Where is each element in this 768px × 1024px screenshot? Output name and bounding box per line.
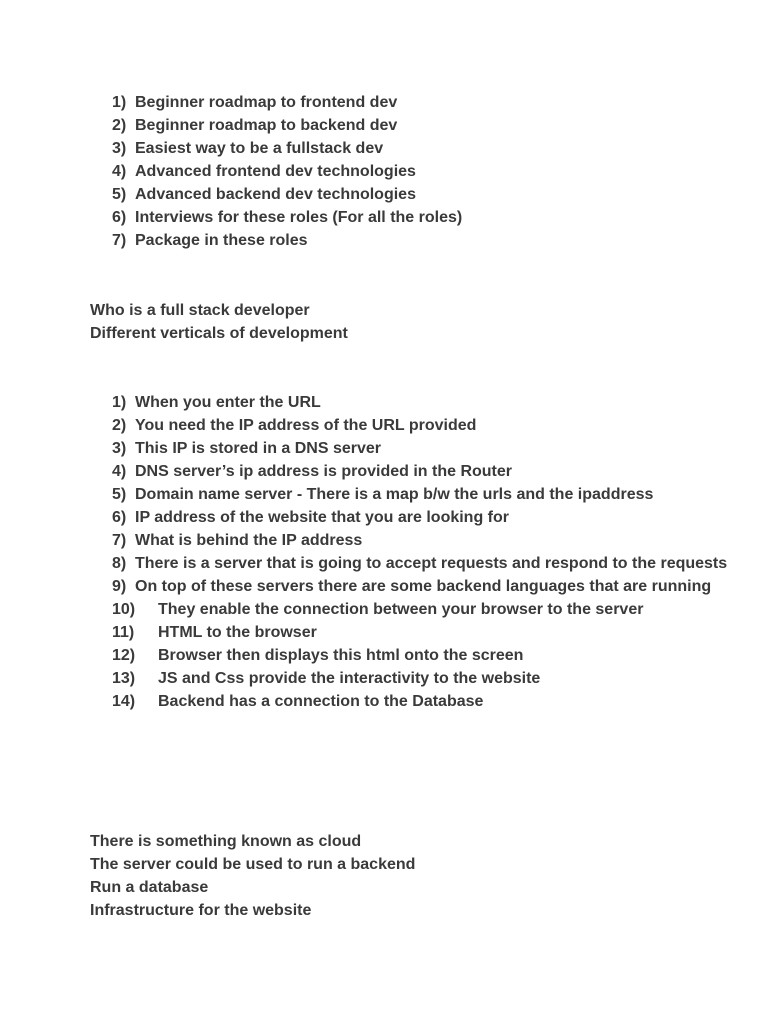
list-item bbox=[90, 575, 735, 598]
list-item bbox=[90, 529, 735, 552]
list-item bbox=[90, 91, 735, 114]
cloud-paragraph bbox=[90, 830, 710, 922]
list-number: 5) bbox=[112, 486, 127, 503]
list-item-text: Browser then displays this html onto the screen bbox=[158, 647, 524, 664]
list-item bbox=[90, 598, 758, 621]
list-number: 4) bbox=[112, 463, 127, 480]
list-number: 2) bbox=[112, 417, 127, 434]
list-item bbox=[90, 690, 758, 713]
list-number: 1) bbox=[112, 94, 127, 111]
list-item-text: Beginner roadmap to backend dev bbox=[135, 117, 398, 134]
list-item bbox=[90, 114, 735, 137]
list-number: 9) bbox=[112, 578, 127, 595]
list-item-text: HTML to the browser bbox=[158, 624, 317, 641]
paragraph-line: The server could be used to run a backend bbox=[90, 856, 416, 873]
list-item bbox=[90, 391, 735, 414]
list-item-text: Advanced frontend dev technologies bbox=[135, 163, 416, 180]
list-item bbox=[90, 137, 735, 160]
list-number: 4) bbox=[112, 163, 127, 180]
paragraph-line: Who is a full stack developer bbox=[90, 302, 310, 319]
list-item-text: JS and Css provide the interactivity to the website bbox=[158, 670, 541, 687]
paragraph-line: There is something known as cloud bbox=[90, 833, 362, 850]
url-flow-list bbox=[90, 391, 758, 713]
list-item bbox=[90, 437, 735, 460]
list-number: 6) bbox=[112, 209, 127, 226]
list-number: 6) bbox=[112, 509, 127, 526]
list-number: 10) bbox=[112, 601, 136, 618]
list-item bbox=[90, 160, 735, 183]
list-item bbox=[90, 552, 735, 575]
list-item bbox=[90, 183, 735, 206]
list-number: 2) bbox=[112, 117, 127, 134]
list-item-text: When you enter the URL bbox=[135, 394, 321, 411]
list-item bbox=[90, 229, 735, 252]
list-item-text: Domain name server - There is a map b/w the urls and the ipaddress bbox=[135, 486, 654, 503]
list-item bbox=[90, 644, 758, 667]
list-number: 8) bbox=[112, 555, 127, 572]
list-item-text: What is behind the IP address bbox=[135, 532, 363, 549]
list-item-text: They enable the connection between your browser to the server bbox=[158, 601, 644, 618]
list-item-text: Interviews for these roles (For all the roles) bbox=[135, 209, 463, 226]
list-number: 1) bbox=[112, 394, 127, 411]
topics-list bbox=[90, 91, 735, 252]
list-item bbox=[90, 460, 735, 483]
list-item-text: There is a server that is going to accept requests and respond to the requests bbox=[135, 555, 728, 572]
paragraph-line: Infrastructure for the website bbox=[90, 902, 312, 919]
list-item-text: Advanced backend dev technologies bbox=[135, 186, 416, 203]
list-item-text: Package in these roles bbox=[135, 232, 308, 249]
list-number: 13) bbox=[112, 670, 136, 687]
list-item-text: This IP is stored in a DNS server bbox=[135, 440, 382, 457]
list-item bbox=[90, 667, 758, 690]
list-number: 3) bbox=[112, 140, 127, 157]
list-item bbox=[90, 206, 735, 229]
list-item-text: Backend has a connection to the Database bbox=[158, 693, 484, 710]
list-item bbox=[90, 621, 758, 644]
list-number: 7) bbox=[112, 532, 127, 549]
list-number: 5) bbox=[112, 186, 127, 203]
list-item bbox=[90, 506, 735, 529]
list-item-text: On top of these servers there are some backend languages that are running bbox=[135, 578, 712, 595]
list-number: 12) bbox=[112, 647, 136, 664]
intro-paragraph bbox=[90, 299, 710, 345]
list-item-text: IP address of the website that you are looking for bbox=[135, 509, 509, 526]
list-number: 7) bbox=[112, 232, 127, 249]
list-number: 3) bbox=[112, 440, 127, 457]
list-item-text: DNS server’s ip address is provided in the Router bbox=[135, 463, 512, 480]
list-item-text: Beginner roadmap to frontend dev bbox=[135, 94, 398, 111]
paragraph-line: Different verticals of development bbox=[90, 325, 348, 342]
list-item bbox=[90, 414, 735, 437]
list-item-text: Easiest way to be a fullstack dev bbox=[135, 140, 384, 157]
paragraph-line: Run a database bbox=[90, 879, 209, 896]
list-item bbox=[90, 483, 735, 506]
list-number: 14) bbox=[112, 693, 136, 710]
list-item-text: You need the IP address of the URL provided bbox=[135, 417, 477, 434]
list-number: 11) bbox=[112, 624, 135, 641]
